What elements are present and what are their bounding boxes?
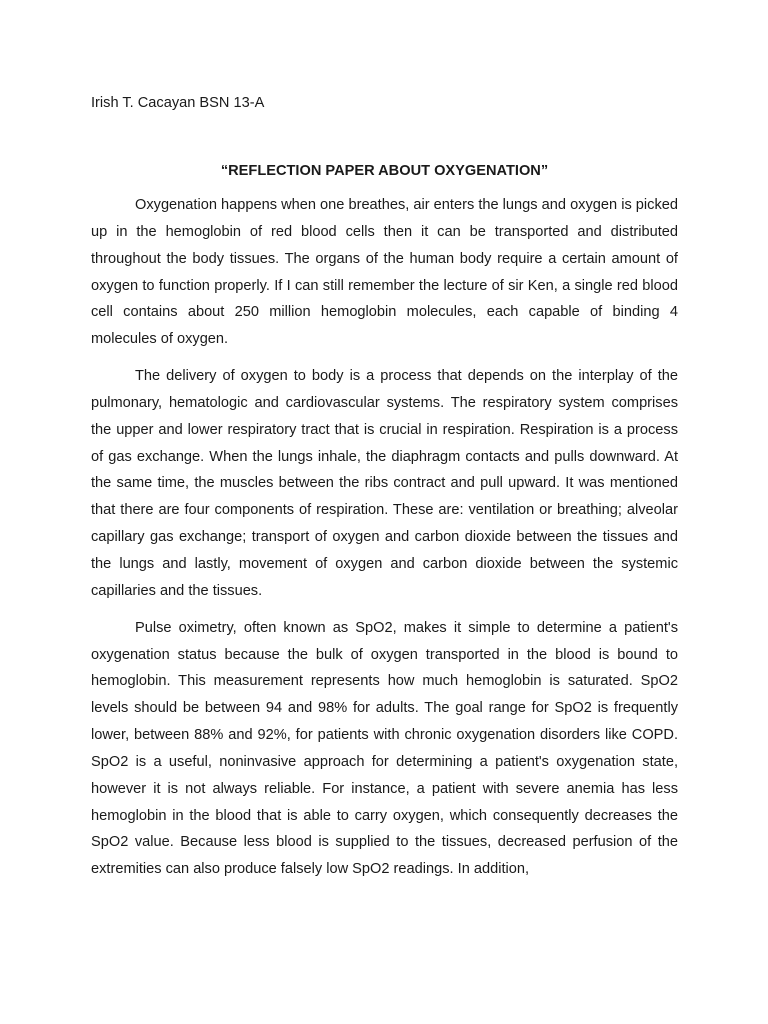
paragraph-2: The delivery of oxygen to body is a process that depends on the interplay of the pulmonary, hematologic and cardiovascular systems. The respiratory system comprises the upper and lower respiratory tract that is crucial in respiration. Respiration is a process of gas exchange. When the lungs inhale, the diaphragm contacts and pulls downward. At the same time, the muscles between the ribs contract and pull upward. It was mentioned that there are four components of respiration. These are: ventilation or breathing; alveolar capillary gas exchange; transport of oxygen and carbon dioxide between the tissues and the lungs and lastly, movement of oxygen and carbon dioxide between the systemic capillaries and the tissues. xyxy=(91,368,678,599)
document-body xyxy=(91,91,678,893)
paper-title: “REFLECTION PAPER ABOUT OXYGENATION” xyxy=(220,163,549,179)
paragraph-1: Oxygenation happens when one breathes, air enters the lungs and oxygen is picked up in the hemoglobin of red blood cells then it can be transported and distributed throughout the body tissues. The organs of the human body require a certain amount of oxygen to function properly. If I can still remember the lecture of sir Ken, a single red blood cell contains about 250 million hemoglobin molecules, each capable of binding 4 molecules of oxygen. xyxy=(91,197,678,348)
paragraph-3: Pulse oximetry, often known as SpO2, makes it simple to determine a patient's oxygenation status because the bulk of oxygen transported in the blood is bound to hemoglobin. This measurement represents how much hemoglobin is saturated. SpO2 levels should be between 94 and 98% for adults. The goal range for SpO2 is frequently lower, between 88% and 92%, for patients with chronic oxygenation disorders like COPD. SpO2 is a useful, noninvasive approach for determining a patient's oxygenation state, however it is not always reliable. For instance, a patient with severe anemia has less hemoglobin in the blood that is able to carry oxygen, which consequently decreases the SpO2 value. Because less blood is supplied to the tissues, decreased perfusion of the extremities can also produce falsely low SpO2 readings. In addition, xyxy=(91,619,678,878)
author-line: Irish T. Cacayan BSN 13-A xyxy=(91,95,265,111)
